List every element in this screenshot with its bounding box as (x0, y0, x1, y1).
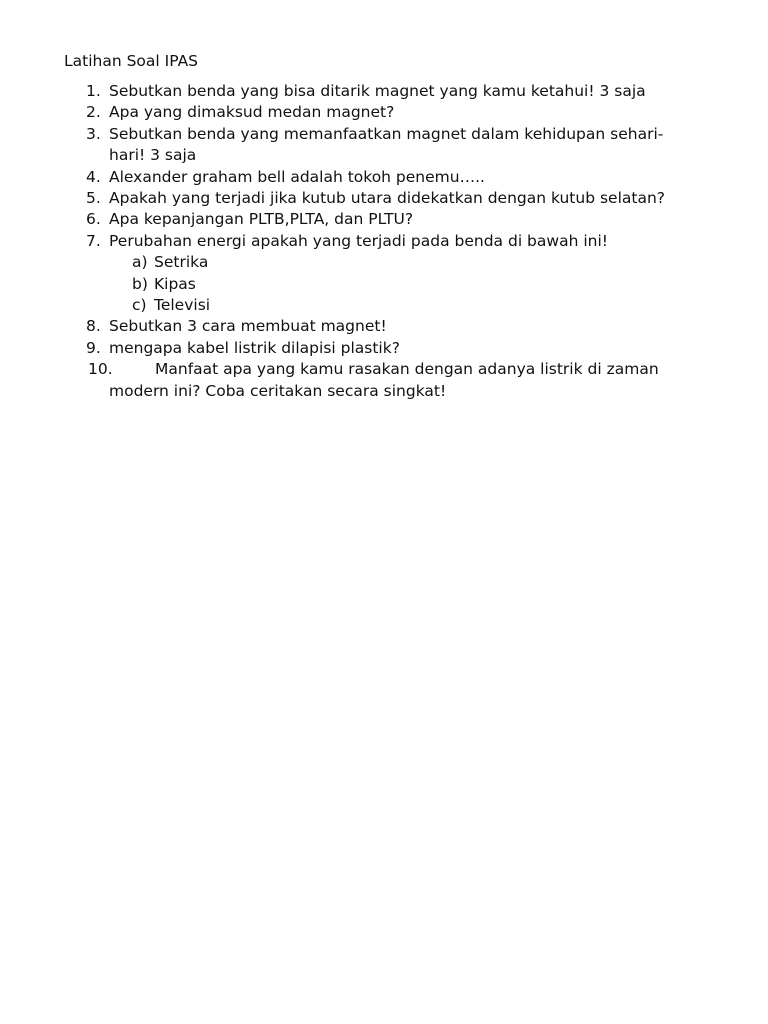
question-number: 10. (88, 360, 113, 379)
question-number: 6. (86, 210, 101, 229)
document-title: Latihan Soal IPAS (64, 52, 199, 70)
sub-item-text: Setrika (154, 253, 209, 272)
question-text: Perubahan energi apakah yang terjadi pada benda di bawah ini! (109, 231, 608, 250)
question-text: Sebutkan 3 cara membuat magnet! (109, 317, 387, 336)
question-number: 9. (86, 338, 101, 357)
question-number: 2. (86, 103, 101, 122)
question-item (64, 167, 704, 188)
question-item (64, 209, 704, 230)
question-item (64, 124, 704, 167)
question-number: 1. (86, 82, 101, 100)
question-text-line-1: Manfaat apa yang kamu rasakan dengan adanya listrik di zaman (155, 360, 659, 379)
question-text-line-2: modern ini? Coba ceritakan secara singkat! (109, 381, 447, 400)
sub-item (64, 274, 704, 295)
question-text: Alexander graham bell adalah tokoh penemu….. (109, 167, 485, 186)
question-text-line-1: Sebutkan benda yang memanfaatkan magnet dalam kehidupan sehari- (109, 124, 664, 143)
question-number: 5. (86, 189, 101, 208)
question-text: Sebutkan benda yang bisa ditarik magnet yang kamu ketahui! 3 saja (109, 82, 646, 100)
question-item (64, 102, 704, 123)
sub-item (64, 295, 704, 316)
question-text: Apa kepanjangan PLTB,PLTA, dan PLTU? (109, 210, 414, 229)
sub-item-text: Kipas (154, 274, 196, 293)
question-text: Apakah yang terjadi jika kutub utara didekatkan dengan kutub selatan? (109, 189, 666, 208)
question-number: 4. (86, 167, 101, 186)
question-item (64, 316, 704, 337)
question-text: mengapa kabel listrik dilapisi plastik? (109, 338, 400, 357)
question-text: Apa yang dimaksud medan magnet? (109, 103, 395, 122)
question-text-line-2: hari! 3 saja (109, 146, 197, 165)
question-number: 7. (86, 231, 101, 250)
sub-item-letter: c) (132, 296, 147, 315)
question-item (64, 81, 704, 102)
question-number: 3. (86, 124, 101, 143)
question-list (64, 81, 704, 402)
sub-item-letter: a) (132, 253, 148, 272)
question-number: 8. (86, 317, 101, 336)
sub-item-letter: b) (132, 274, 148, 293)
sub-item (64, 252, 704, 273)
question-item (64, 338, 704, 359)
question-item (64, 359, 704, 402)
sub-item-text: Televisi (154, 296, 211, 315)
question-item (64, 188, 704, 209)
question-item (64, 231, 704, 252)
